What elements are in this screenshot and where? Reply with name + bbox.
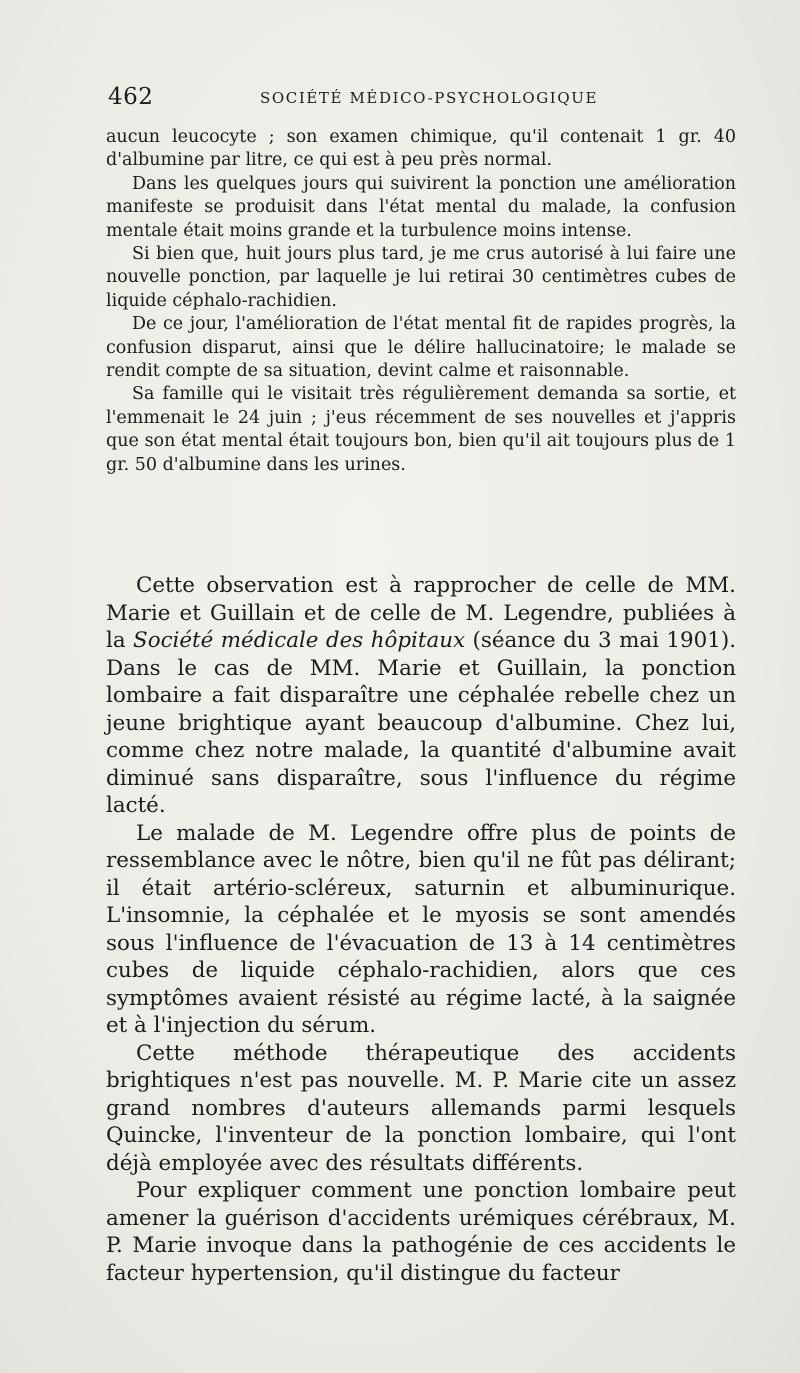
paragraph-comparison-end: (séance du 3 mai 1901). Dans le cas de MM. Marie et Guillain, la ponction lombaire a fait disparaître une céphalée rebelle chez un jeune brightique ayant beaucoup d'albumine. Chez lui, comme chez notre malade, la quantité d'albumine avait diminué sans disparaître, sous l'influence du régime lacté. <box>106 628 736 818</box>
paragraph-discharge: Sa famille qui le visitait très régulièrement demanda sa sortie, et l'emmenait le 24 juin ; j'eus récemment de ses nouvelles et j'appris que son état mental était toujours bon, bien qu'il ait toujours plus de 1 gr. 50 d'albumine dans les urines. <box>106 384 736 475</box>
page-number: 462 <box>108 84 154 110</box>
journal-title-italic: Société médicale des hôpitaux <box>133 628 466 653</box>
paragraph-rapid-progress: De ce jour, l'amélioration de l'état mental fit de rapides progrès, la confusion disparut, ainsi que le délire hallucinatoire; le malade se rendit compte de sa situation, devint calme et raisonnable. <box>106 314 736 382</box>
page-header <box>108 84 748 114</box>
paragraph-comparison-start: Cette observation est à rapprocher de celle de MM. Marie et Guillain et de celle de M. Legendre, publiées à la <box>106 573 736 653</box>
paragraph-comparison <box>106 572 736 820</box>
case-report-small-print <box>106 126 736 477</box>
running-title: SOCIÉTÉ MÉDICO-PSYCHOLOGIQUE <box>260 89 599 107</box>
paragraph-continuation: aucun leucocyte ; son examen chimique, qu'il contenait 1 gr. 40 d'albumine par litre, ce qui est à peu près normal. <box>106 127 736 171</box>
discussion-body-text <box>106 572 736 1287</box>
paragraph-method: Cette méthode thérapeutique des accidents brightiques n'est pas nouvelle. M. P. Marie cite un assez grand nombres d'auteurs allemands parmi lesquels Quincke, l'inventeur de la ponction lombaire, qui l'ont déjà employée avec des résultats différents. <box>106 1040 736 1176</box>
paragraph-improvement: Dans les quelques jours qui suivirent la ponction une amélioration manifeste se produisit dans l'état mental du malade, la confusion mentale était moins grande et la turbulence moins intense. <box>106 173 736 241</box>
paragraph-second-puncture: Si bien que, huit jours plus tard, je me crus autorisé à lui faire une nouvelle ponction, par laquelle je lui retirai 30 centimètres cubes de liquide céphalo-rachidien. <box>106 244 736 311</box>
paragraph-explanation: Pour expliquer comment une ponction lombaire peut amener la guérison d'accidents urémiques cérébraux, M. P. Marie invoque dans la pathogénie de ces accidents le facteur hypertension, qu'il distingue du facteur <box>106 1178 736 1286</box>
paragraph-legendre-case: Le malade de M. Legendre offre plus de points de ressemblance avec le nôtre, bien qu'il ne fût pas délirant; il était artério-scléreux, saturnin et albuminurique. L'insomnie, la céphalée et le myosis se sont amendés sous l'influence de l'évacuation de 13 à 14 centimètres cubes de liquide céphalo-rachidien, alors que ces symptômes avaient résisté au régime lacté, à la saignée et à l'injection du sérum. <box>106 820 736 1038</box>
